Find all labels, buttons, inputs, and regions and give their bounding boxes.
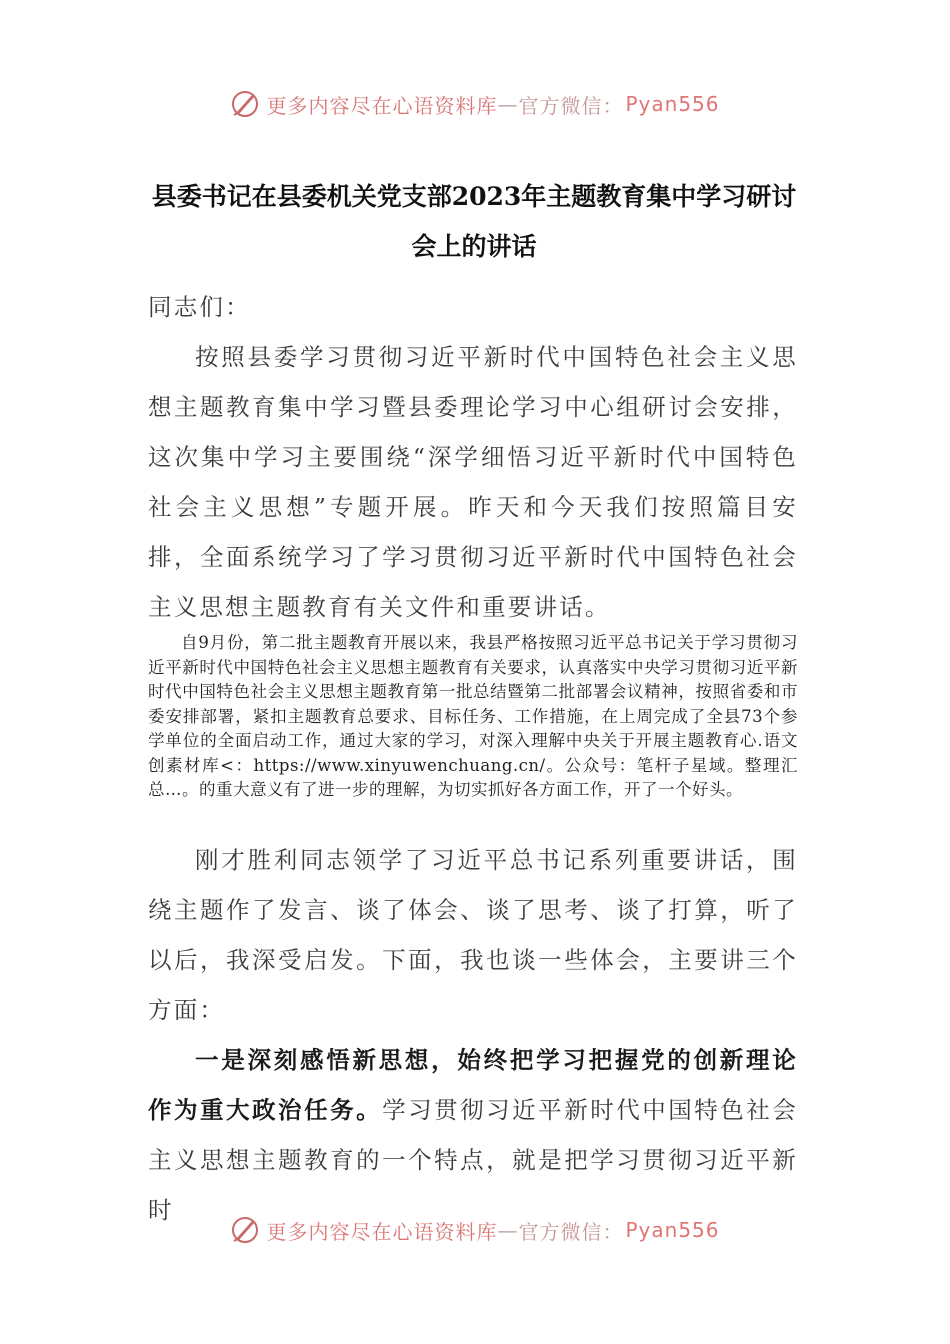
banner-wechat-id: Pyan556 <box>625 1218 720 1242</box>
quill-pen-logo-icon <box>230 1215 260 1245</box>
quill-pen-logo-icon <box>230 89 260 119</box>
footer-banner <box>0 1210 950 1250</box>
paragraph-3: 刚才胜利同志领学了习近平总书记系列重要讲话，围绕主题作了发言、谈了体会、谈了思考、谈了打算，听了以后，我深受启发。下面，我也谈一些体会，主要讲三个方面： <box>148 846 798 1024</box>
banner-separator: — <box>497 1218 519 1242</box>
header-banner <box>0 84 950 124</box>
banner-brand: 更多内容尽在心语资料库 <box>266 93 498 118</box>
paragraph-1: 按照县委学习贯彻习近平新时代中国特色社会主义思想主题教育集中学习暨县委理论学习中心组研讨会安排，这次集中学习主要围绕“深学细悟习近平新时代中国特色社会主义思想”专题开展。昨天和今天我们按照篇目安排，全面系统学习了学习贯彻习近平新时代中国特色社会主义思想主题教育有关文件和重要讲话。 <box>148 343 798 621</box>
document-title: 县委书记在县委机关党支部2023年主题教育集中学习研讨会上的讲话 <box>151 182 797 261</box>
banner-official-label: 官方微信： <box>518 93 624 118</box>
banner-wechat-id: Pyan556 <box>625 92 720 116</box>
banner-separator: — <box>497 92 519 116</box>
paragraph-4-text: 学习贯彻习近平新时代中国特色社会主义思想主题教育的一个特点，就是把学习贯彻习近平新时 <box>148 1096 798 1224</box>
paragraph-2: 自9月份，第二批主题教育开展以来，我县严格按照习近平总书记关于学习贯彻习近平新时代中国特色社会主义思想主题教育有关要求，认真落实中央学习贯彻习近平新时代中国特色社会主义思想主题教育第一批总结暨第二批部署会议精神，按照省委和市委安排部署，紧扣主题教育总要求、目标任务、工作措施，在上周完成了全县73个参学单位的全面启动工作，通过大家的学习，对深入理解中央关于开展主题教育心.语文创素材库<：https://www.xinyuwenchuang.cn/。公众号：笔杆子星域。整理汇总…。的重大意义有了进一步的理解，为切实抓好各方面工作，开了一个好头。 <box>148 633 798 799</box>
greeting: 同志们： <box>148 293 251 321</box>
banner-official-label: 官方微信： <box>518 1219 624 1244</box>
paragraph-4 <box>148 1035 798 1235</box>
paragraph-4-heading: 一是深刻感悟新思想，始终把学习把握党的创新理论作为重大政治任务。 <box>148 1046 798 1124</box>
banner-brand: 更多内容尽在心语资料库 <box>266 1219 498 1244</box>
